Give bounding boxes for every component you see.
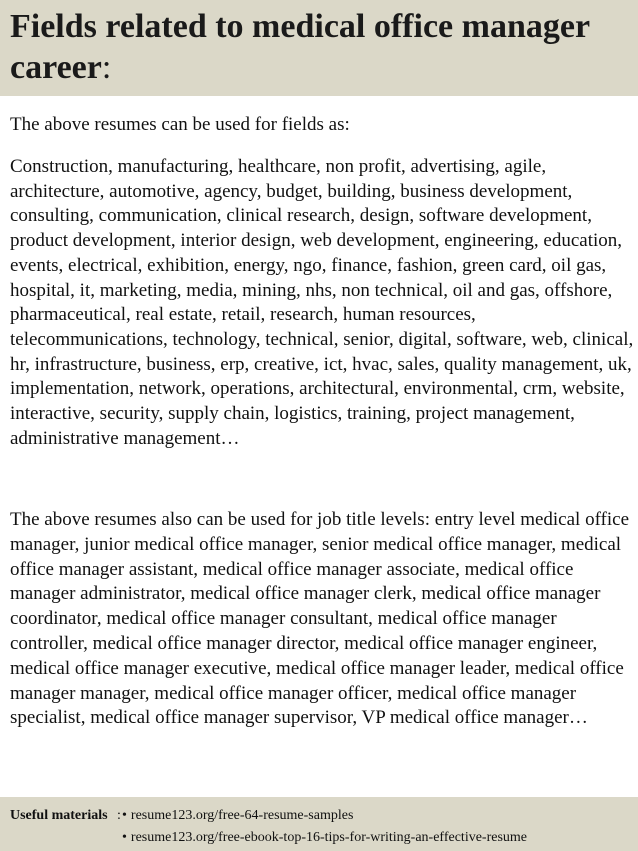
resume-samples-link-text: resume123.org/free-64-resume-samples [130,808,354,823]
ebook-tips-link-text: resume123.org/free-ebook-top-16-tips-for-writing-an-effective-resume [130,830,528,845]
bullet-icon: • [122,808,127,823]
page-title-colon: : [101,49,112,86]
resume-samples-link[interactable] [122,807,353,825]
job-levels-paragraph: The above resumes also can be used for job title levels: entry level medical office manager, junior medical office manager, senior medical office manager, medical office manager assistant, medical office manager associate, medical office manager administrator, medical office manager clerk, medical office manager coordinator, medical office manager consultant, medical office manager controller, medical office manager director, medical office manager engineer, medical office manager executive, medical office manager leader, medical office manager manager, medical office manager officer, medical office manager specialist, medical office manager supervisor, VP medical office manager… [10,509,630,729]
useful-materials-colon: : [117,808,121,823]
page-title [10,6,630,88]
ebook-tips-link[interactable] [122,829,527,847]
useful-materials-label: Useful materials [10,808,108,823]
bullet-icon: • [122,830,127,845]
intro-text: The above resumes can be used for fields as: [10,114,350,135]
page-title-bold: Fields related to medical office manager career [10,8,590,86]
fields-paragraph: Construction, manufacturing, healthcare, non profit, advertising, agile, architecture, automotive, agency, budget, building, business development, consulting, communication, clinical research, design, software development, product development, interior design, web development, engineering, education, events, electrical, exhibition, energy, ngo, finance, fashion, green card, oil gas, hospital, it, marketing, media, mining, nhs, non technical, oil and gas, offshore, pharmaceutical, real estate, retail, research, human resources, telecommunications, technology, technical, senior, digital, software, web, clinical, hr, infrastructure, business, erp, creative, ict, hvac, sales, quality management, uk, implementation, network, operations, architectural, environmental, crm, website, interactive, security, supply chain, logistics, training, project management, administrative management… [10,156,634,449]
